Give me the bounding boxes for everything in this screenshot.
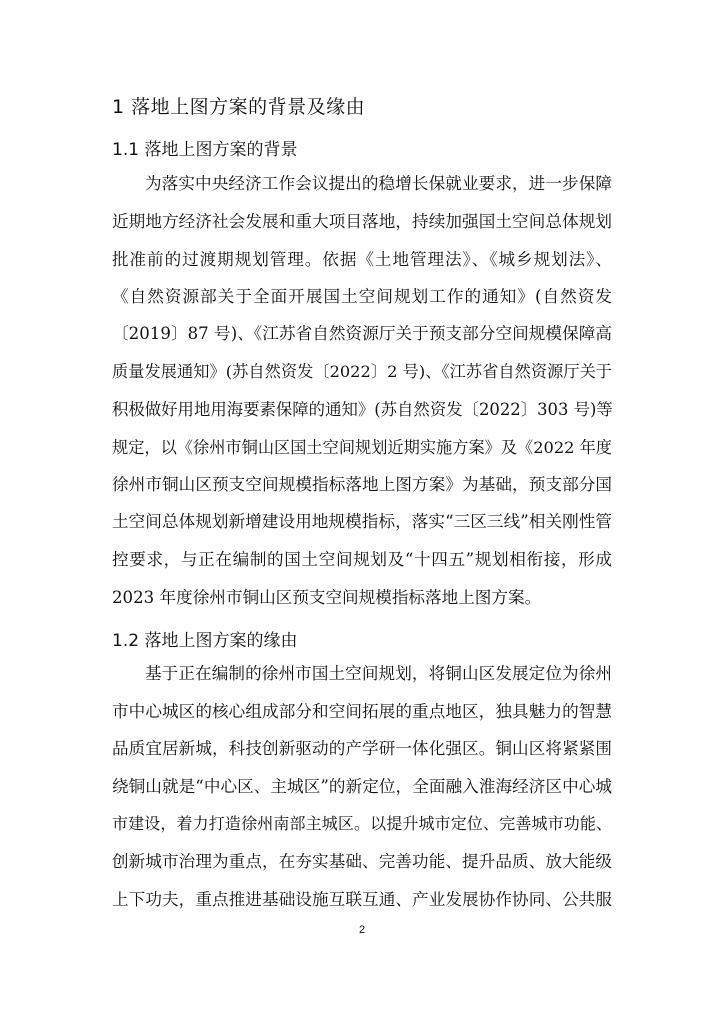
paragraph-line: 积极做好用地用海要素保障的通知》(苏自然资发〔2022〕303 号)等 — [112, 400, 613, 419]
paragraph-line: 品质宜居新城，科技创新驱动的产学研一体化强区。铜山区将紧紧围 — [112, 739, 612, 758]
paragraph-line: 《自然资源部关于全面开展国土空间规划工作的通知》(自然资发 — [112, 287, 612, 306]
paragraph-line: 上下功夫，重点推进基础设施互联互通、产业发展协作协同、公共服 — [112, 890, 612, 909]
heading-level-1: 1 落地上图方案的背景及缘由 — [112, 96, 366, 118]
paragraph-line: 近期地方经济社会发展和重大项目落地，持续加强国土空间总体规划 — [112, 212, 612, 231]
paragraph-line: 2023 年度徐州市铜山区预支空间规模指标落地上图方案。 — [112, 588, 542, 607]
paragraph-line: 规定，以《徐州市铜山区国土空间规划近期实施方案》及《2022 年度 — [112, 438, 612, 457]
paragraph-line: 〔2019〕87 号)、《江苏省自然资源厅关于预支部分空间规模保障高 — [112, 324, 612, 343]
paragraph-line: 质量发展通知》(苏自然资发〔2022〕2 号)、《江苏省自然资源厅关于 — [112, 362, 612, 381]
paragraph-line: 徐州市铜山区预支空间规模指标落地上图方案》为基础，预支部分国 — [112, 475, 612, 494]
paragraph-line: 控要求，与正在编制的国土空间规划及“十四五”规划相衔接，形成 — [112, 550, 612, 569]
page-number: 2 — [358, 924, 366, 936]
paragraph-line: 土空间总体规划新增建设用地规模指标，落实“三区三线”相关刚性管 — [112, 512, 612, 531]
paragraph-line: 绕铜山就是“中心区、主城区”的新定位，全面融入淮海经济区中心城 — [112, 777, 612, 796]
paragraph-line: 市建设，着力打造徐州南部主城区。以提升城市定位、完善城市功能、 — [112, 814, 612, 833]
section-1-2-heading: 1.2 落地上图方案的缘由 — [112, 631, 298, 651]
paragraph-line: 市中心城区的核心组成部分和空间拓展的重点地区，独具魅力的智慧 — [112, 702, 612, 721]
paragraph-line: 创新城市治理为重点，在夯实基础、完善功能、提升品质、放大能级 — [112, 852, 612, 871]
section-1-1-heading: 1.1 落地上图方案的背景 — [112, 140, 298, 160]
paragraph-line: 为落实中央经济工作会议提出的稳增长保就业要求，进一步保障 — [145, 174, 612, 193]
paragraph-line: 基于正在编制的徐州市国土空间规划，将铜山区发展定位为徐州 — [145, 664, 612, 683]
paragraph-line: 批准前的过渡期规划管理。依据《土地管理法》、《城乡规划法》、 — [112, 250, 612, 269]
